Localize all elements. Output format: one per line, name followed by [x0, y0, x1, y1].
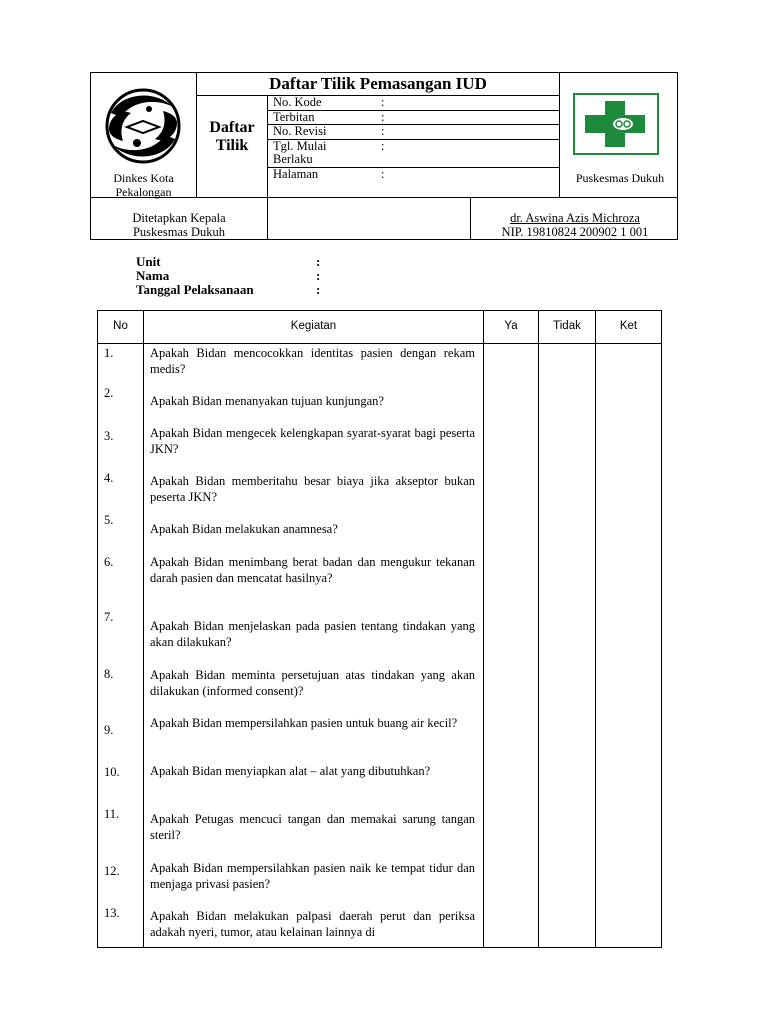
info-colon: : — [316, 268, 321, 283]
row-number: 9. — [104, 723, 114, 737]
row-activity: Apakah Bidan meminta persetujuan atas tindakan yang akan dilakukan (informed consent)? — [150, 668, 475, 698]
info-colon: : — [316, 254, 321, 269]
meta-label: No. Kode — [273, 95, 322, 109]
row-activity: Apakah Bidan mempersilahkan pasien untuk buang air kecil? — [150, 716, 458, 730]
column-divider — [595, 311, 596, 947]
column-divider — [143, 311, 144, 947]
header-no: No — [113, 320, 128, 332]
divider — [559, 73, 560, 197]
left-org-line-1: Dinkes Kota — [113, 171, 174, 185]
row-activity: Apakah Petugas mencuci tangan dan memakai sarung tangan steril? — [150, 812, 475, 842]
column-divider — [483, 311, 484, 947]
row-number: 11. — [104, 807, 120, 821]
header-kegiatan: Kegiatan — [290, 320, 337, 332]
signer-name: dr. Aswina Azis Michroza — [510, 211, 640, 225]
info-label: Tanggal Pelaksanaan — [136, 282, 254, 297]
signer-block — [471, 211, 679, 239]
row-activity: Apakah Bidan mencocokkan identitas pasien dengan rekam medis? — [150, 346, 475, 376]
puskesmas-logo-icon — [573, 93, 659, 155]
meta-colon: : — [381, 124, 385, 138]
row-number: 5. — [104, 513, 114, 527]
left-org-line-2: Pekalongan — [115, 185, 172, 199]
tilik-word: Tilik — [215, 137, 249, 154]
info-label: Unit — [136, 254, 161, 269]
meta-label: Terbitan — [273, 110, 315, 124]
row-number: 7. — [104, 610, 114, 624]
meta-label: Berlaku — [273, 152, 313, 166]
divider — [267, 197, 268, 239]
ditetapkan-label — [91, 211, 267, 239]
daftar-tilik-label — [197, 119, 267, 155]
right-org-label: Puskesmas Dukuh — [575, 171, 665, 185]
row-number: 13. — [104, 906, 120, 920]
header-ya: Ya — [504, 320, 518, 332]
row-number: 2. — [104, 386, 114, 400]
row-number: 8. — [104, 667, 114, 681]
header-divider — [98, 343, 661, 344]
meta-colon: : — [381, 139, 385, 153]
row-activity: Apakah Bidan melakukan palpasi daerah perut dan periksa adakah nyeri, tumor, atau kelainan lainnya di — [150, 909, 475, 939]
info-colon: : — [316, 282, 321, 297]
row-activity: Apakah Bidan mempersilahkan pasien naik ke tempat tidur dan menjaga privasi pasien? — [150, 861, 475, 891]
info-label: Nama — [136, 268, 170, 283]
document-header — [90, 72, 678, 240]
daftar-word: Daftar — [209, 119, 255, 136]
ditetapkan-line-2: Puskesmas Dukuh — [132, 225, 226, 239]
document-title: Daftar Tilik Pemasangan IUD — [269, 74, 487, 93]
row-activity: Apakah Bidan mengecek kelengkapan syarat-syarat bagi peserta JKN? — [150, 426, 475, 456]
ditetapkan-line-1: Ditetapkan Kepala — [132, 211, 226, 225]
row-number: 4. — [104, 471, 114, 485]
left-org-label — [91, 171, 196, 199]
row-activity: Apakah Bidan menjelaskan pada pasien tentang tindakan yang akan dilakukan? — [150, 619, 475, 649]
meta-colon: : — [381, 110, 385, 124]
header-tidak: Tidak — [553, 320, 581, 332]
meta-label: No. Revisi — [273, 124, 327, 138]
row-number: 12. — [104, 864, 120, 878]
row-number: 3. — [104, 429, 114, 443]
row-activity: Apakah Bidan menyiapkan alat – alat yang dibutuhkan? — [150, 764, 431, 778]
meta-label: Halaman — [273, 167, 319, 181]
header-ket: Ket — [619, 320, 638, 332]
column-divider — [538, 311, 539, 947]
checklist-table — [97, 310, 662, 948]
row-number: 6. — [104, 555, 114, 569]
divider — [196, 95, 559, 96]
meta-colon: : — [381, 95, 385, 109]
dinkes-logo-icon — [99, 83, 187, 169]
row-activity: Apakah Bidan menimbang berat badan dan mengukur tekanan darah pasien dan mencatat hasilnya? — [150, 555, 475, 585]
meta-colon: : — [381, 167, 385, 181]
row-activity: Apakah Bidan melakukan anamnesa? — [150, 522, 338, 536]
row-activity: Apakah Bidan memberitahu besar biaya jika akseptor bukan peserta JKN? — [150, 474, 475, 504]
row-number: 10. — [104, 765, 120, 779]
row-number: 1. — [104, 346, 114, 360]
meta-label: Tgl. Mulai — [273, 139, 327, 153]
row-activity: Apakah Bidan menanyakan tujuan kunjungan? — [150, 394, 384, 408]
signer-nip: NIP. 19810824 200902 1 001 — [501, 225, 649, 239]
